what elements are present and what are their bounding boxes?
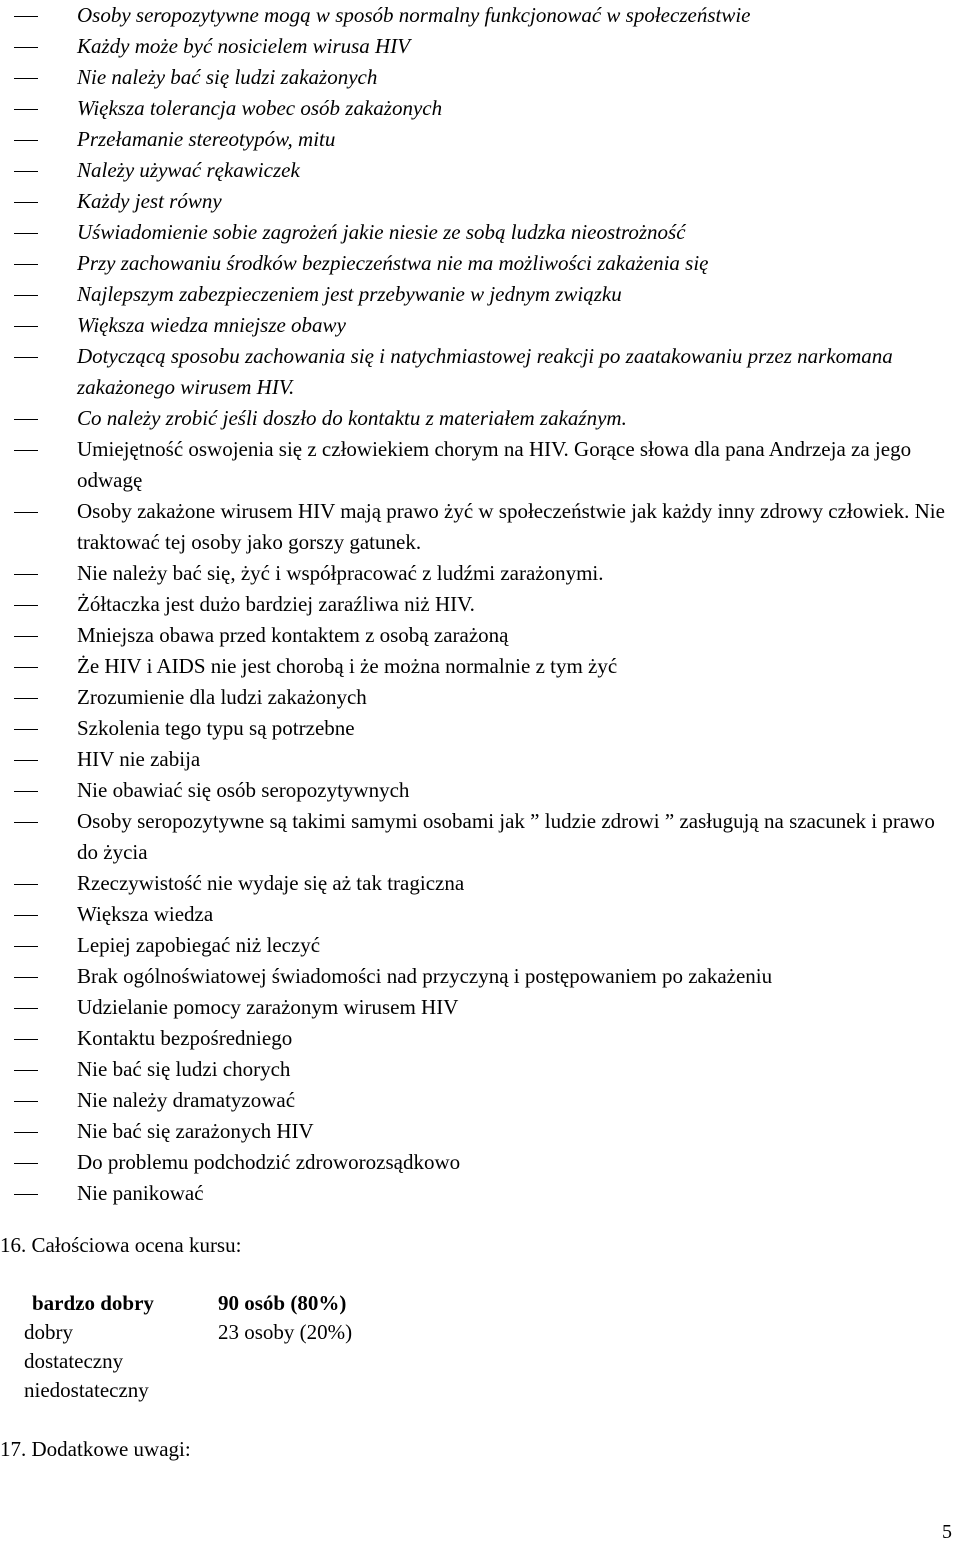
list-item [0,1116,960,1147]
list-item-text: Kontaktu bezpośredniego [77,1026,293,1050]
list-item [0,93,960,124]
list-item [0,682,960,713]
list-item [0,620,960,651]
list-item-text: Każdy może być nosicielem wirusa HIV [77,34,411,58]
list-item-text: Do problemu podchodzić zdroworozsądkowo [77,1150,461,1174]
grade-row [24,1289,352,1318]
list-item [0,434,960,496]
list-item-text: Mniejsza obawa przed kontaktem z osobą zarażoną [77,623,509,647]
list-item [0,62,960,93]
list-item [0,496,960,558]
list-item [0,0,960,31]
section-16-title: 16. Całościowa ocena kursu: [0,1233,242,1257]
list-item-text: Nie należy dramatyzować [77,1088,296,1112]
list-item-text: Zrozumienie dla ludzi zakażonych [77,685,367,709]
list-item [0,713,960,744]
grade-value [218,1347,352,1376]
list-item [0,186,960,217]
grade-label: niedostateczny [24,1378,149,1402]
grade-value: 23 osoby (20%) [218,1320,353,1344]
section-17-title: 17. Dodatkowe uwagi: [0,1437,191,1461]
list-item [0,961,960,992]
list-item [0,806,960,868]
list-item-text: Nie należy bać się, żyć i współpracować z ludźmi zarażonymi. [77,561,604,585]
list-item [0,31,960,62]
list-item-text: Lepiej zapobiegać niż leczyć [77,933,321,957]
list-item [0,1023,960,1054]
list-item [0,341,960,403]
list-item-text: Że HIV i AIDS nie jest chorobą i że można normalnie z tym żyć [77,654,618,678]
list-item-text: Większa wiedza mniejsze obawy [77,313,346,337]
grade-label: bardzo dobry [32,1291,154,1315]
list-item [0,775,960,806]
list-item-text: Nie obawiać się osób seropozytywnych [77,778,410,802]
list-item-text: Żółtaczka jest dużo bardziej zaraźliwa niż HIV. [77,592,475,616]
list-item [0,899,960,930]
list-item [0,992,960,1023]
list-item-text: Najlepszym zabezpieczeniem jest przebywanie w jednym związku [77,282,622,306]
list-item-text: Nie panikować [77,1181,204,1205]
list-item [0,124,960,155]
list-item [0,1085,960,1116]
list-item-text: Umiejętność oswojenia się z człowiekiem chorym na HIV. Gorące słowa dla pana Andrzeja za jego odwagę [77,437,912,492]
list-item-text: Osoby zakażone wirusem HIV mają prawo żyć w społeczeństwie jak każdy inny zdrowy człowiek. Nie traktować tej osoby jako gorszy gatunek. [77,499,945,554]
grade-label: dostateczny [24,1349,124,1373]
grade-row [24,1318,352,1347]
list-item-text: Rzeczywistość nie wydaje się aż tak tragiczna [77,871,465,895]
list-item [0,403,960,434]
list-item-text: Nie bać się ludzi chorych [77,1057,291,1081]
list-item [0,744,960,775]
list-item [0,1054,960,1085]
list-item-text: Uświadomienie sobie zagrożeń jakie niesie ze sobą ludzka nieostrożność [77,220,686,244]
list-item-text: HIV nie zabija [77,747,201,771]
grade-row [24,1347,352,1376]
list-item [0,248,960,279]
list-item-text: Co należy zrobić jeśli doszło do kontaktu z materiałem zakaźnym. [77,406,627,430]
list-item-text: Większa tolerancja wobec osób zakażonych [77,96,443,120]
grade-value [218,1376,352,1405]
list-item-text: Osoby seropozytywne mogą w sposób normalny funkcjonować w społeczeństwie [77,3,751,27]
page-number: 5 [942,1521,952,1543]
list-item-text: Nie bać się zarażonych HIV [77,1119,314,1143]
list-item [0,930,960,961]
list-item [0,155,960,186]
list-item-text: Przełamanie stereotypów, mitu [77,127,336,151]
list-item-text: Osoby seropozytywne są takimi samymi osobami jak ” ludzie zdrowi ” zasługują na szacunek i prawo do życia [77,809,935,864]
list-item [0,279,960,310]
grade-table [24,1289,352,1405]
grade-value: 90 osób (80%) [218,1291,347,1315]
list-item [0,217,960,248]
grade-label: dobry [24,1320,73,1344]
list-item [0,558,960,589]
list-item [0,589,960,620]
list-item-text: Dotyczącą sposobu zachowania się i natychmiastowej reakcji po zaatakowaniu przez narkomana zakażonego wirusem HIV. [77,344,893,399]
list-item [0,1147,960,1178]
grade-row [24,1376,352,1405]
list-item-text: Większa wiedza [77,902,214,926]
list-item-text: Nie należy bać się ludzi zakażonych [77,65,378,89]
list-item [0,1178,960,1209]
list-item [0,310,960,341]
list-item-text: Szkolenia tego typu są potrzebne [77,716,355,740]
list-item-text: Przy zachowaniu środków bezpieczeństwa nie ma możliwości zakażenia się [77,251,709,275]
list-item [0,868,960,899]
list-item-text: Każdy jest równy [77,189,222,213]
list-item-text: Udzielanie pomocy zarażonym wirusem HIV [77,995,459,1019]
list-item-text: Brak ogólnoświatowej świadomości nad przyczyną i postępowaniem po zakażeniu [77,964,773,988]
list-item [0,651,960,682]
list-item-text: Należy używać rękawiczek [77,158,300,182]
